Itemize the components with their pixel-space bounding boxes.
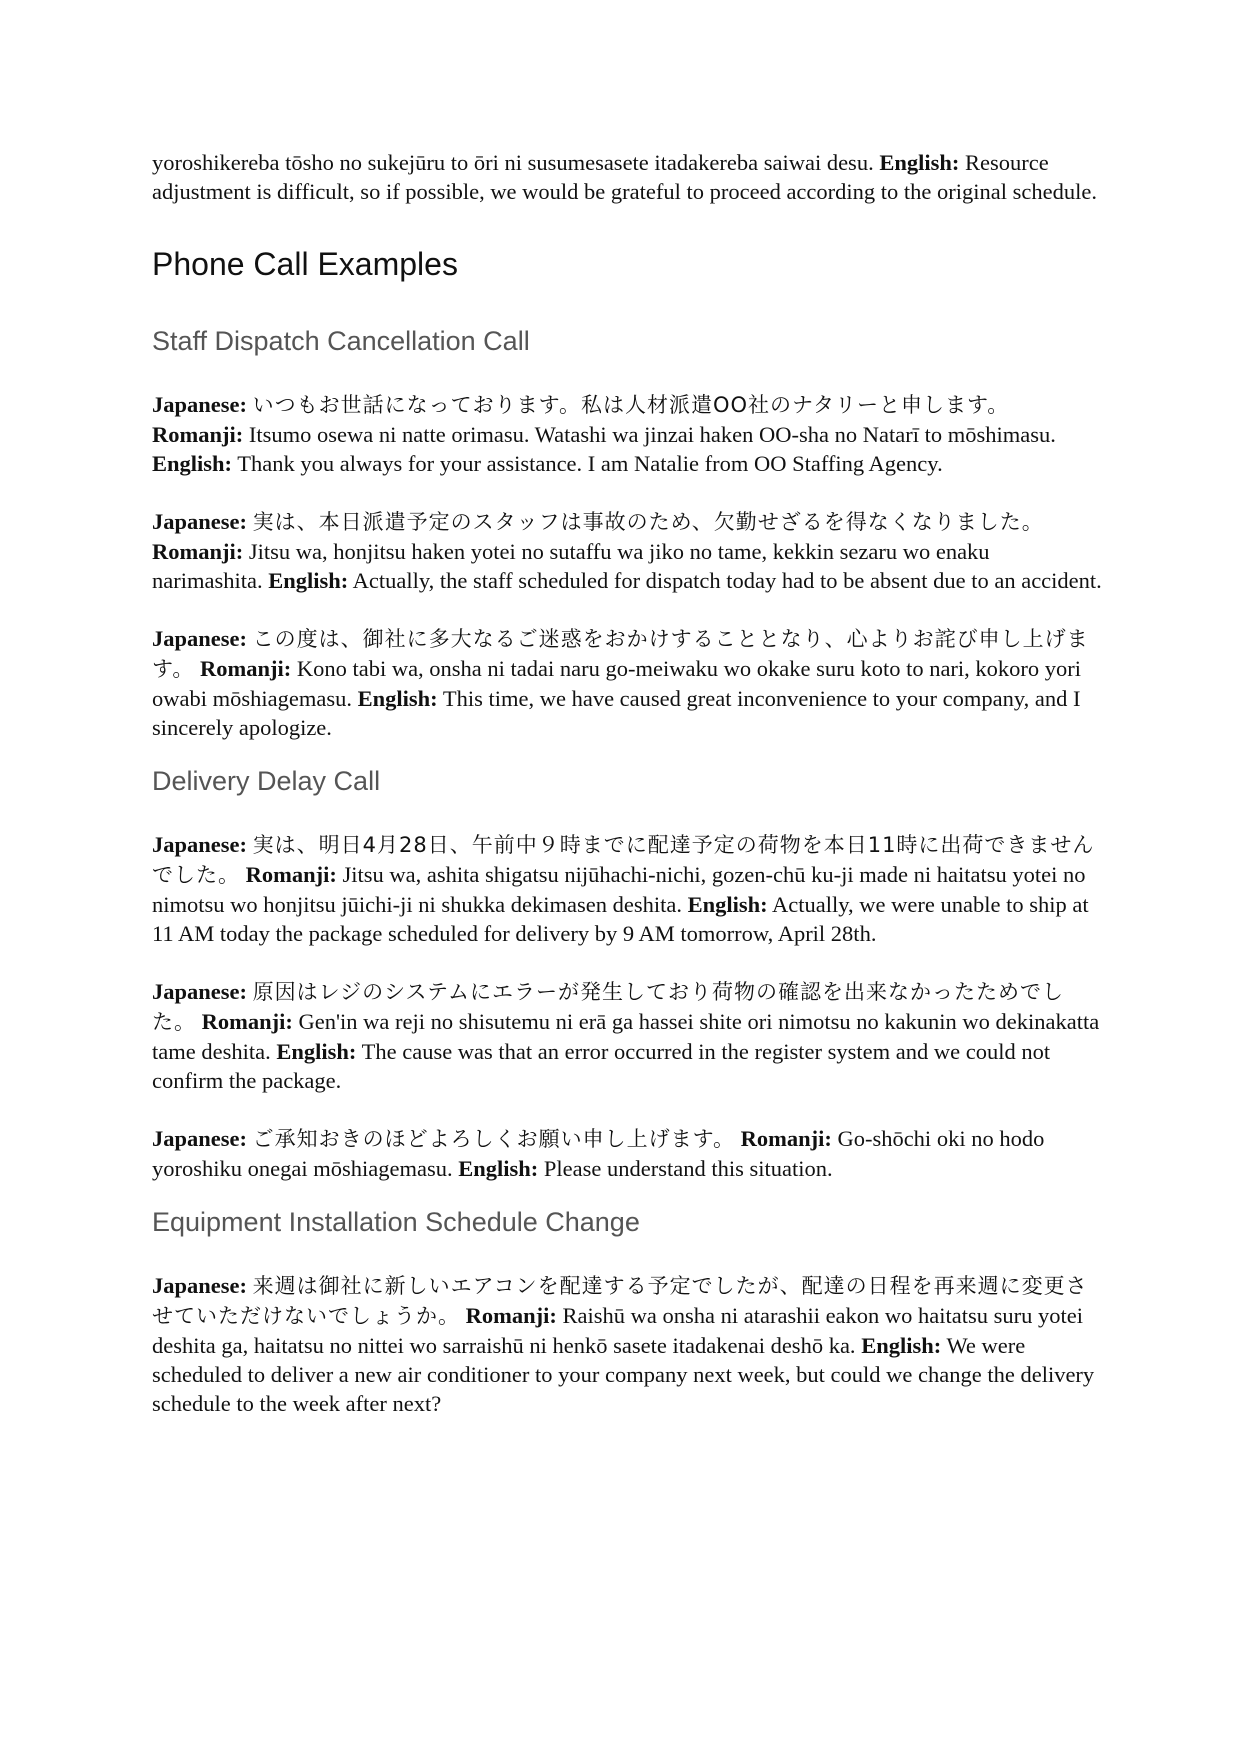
romanji-text: Raishū wa onsha ni atarashii eakon wo haitatsu suru yotei deshita ga, haitatsu no nittei wo sarraishū ni henkō sasete itadakenai deshō ka. (152, 1303, 1084, 1358)
japanese-text: この度は、御社に多大なるご迷惑をおかけすることとなり、心よりお詫び申し上げます。 (152, 627, 1089, 681)
romanji-text: Jitsu wa, ashita shigatsu nijūhachi-nichi, gozen-chū ku-ji made ni haitatsu yotei no nimotsu wo honjitsu jūichi-ji ni shukka dekimasen deshita. (152, 862, 1086, 917)
romanji-text: Itsumo osewa ni natte orimasu. Watashi wa jinzai haken OO-sha no Natarī to mōshimasu. (248, 422, 1056, 447)
english-label: English: (687, 892, 768, 917)
english-text: Actually, the staff scheduled for dispatch today had to be absent due to an accident. (352, 568, 1102, 593)
japanese-label: Japanese: (152, 392, 247, 417)
japanese-label: Japanese: (152, 1273, 247, 1298)
romanji-label: Romanji: (201, 1009, 293, 1034)
phrase-entry (152, 624, 1102, 742)
phrase-entry (152, 390, 1102, 478)
english-text: Thank you always for your assistance. I am Natalie from OO Staffing Agency. (237, 451, 943, 476)
phrase-entry (152, 507, 1102, 595)
japanese-text: 原因はレジのシステムにエラーが発生しており荷物の確認を出来なかったためでした。 (152, 980, 1064, 1034)
intro-english-text: Resource adjustment is difficult, so if possible, we would be grateful to proceed according to the original schedule. (152, 150, 1097, 204)
section-title: Phone Call Examples (152, 246, 458, 282)
phrase-entry (152, 1124, 1102, 1183)
romanji-label: Romanji: (152, 539, 244, 564)
subsection-title-equipment-installation: Equipment Installation Schedule Change (152, 1207, 640, 1237)
japanese-label: Japanese: (152, 832, 247, 857)
english-label: English: (276, 1039, 357, 1064)
japanese-text: 実は、明日4月28日、午前中９時までに配達予定の荷物を本日11時に出荷できませんでした。 (152, 833, 1095, 887)
phrase-entry (152, 830, 1102, 948)
subsection-title-delivery-delay: Delivery Delay Call (152, 766, 381, 796)
japanese-text: ご承知おきのほどよろしくお願い申し上げます。 (252, 1127, 735, 1151)
phrase-entry (152, 1271, 1102, 1418)
intro-paragraph (152, 148, 1102, 206)
romanji-text: Kono tabi wa, onsha ni tadai naru go-meiwaku wo okake suru koto to nari, kokoro yori owabi mōshiagemasu. (152, 656, 1082, 711)
english-label: English: (861, 1333, 942, 1358)
japanese-label: Japanese: (152, 509, 247, 534)
romanji-text: Gen'in wa reji no shisutemu ni erā ga hassei shite ori nimotsu no kakunin wo dekinakatta tame deshita. (152, 1009, 1100, 1064)
intro-romanji-text: yoroshikereba tōsho no sukejūru to ōri ni susumesasete itadakereba saiwai desu. (152, 150, 874, 175)
romanji-label: Romanji: (465, 1303, 557, 1328)
subsection-title-staff-dispatch: Staff Dispatch Cancellation Call (152, 326, 530, 356)
japanese-text: いつもお世話になっております。私は人材派遣OO社のナタリーと申します。 (252, 393, 1010, 417)
japanese-label: Japanese: (152, 979, 247, 1004)
japanese-text: 実は、本日派遣予定のスタッフは事故のため、欠勤せざるを得なくなりました。 (252, 510, 1044, 534)
english-text: Please understand this situation. (543, 1156, 833, 1181)
english-text: Actually, we were unable to ship at 11 AM today the package scheduled for delivery by 9 AM tomorrow, April 28th. (152, 892, 1089, 946)
english-label: English: (268, 568, 349, 593)
phrase-entry (152, 977, 1102, 1095)
japanese-label: Japanese: (152, 626, 247, 651)
english-text: The cause was that an error occurred in the register system and we could not confirm the package. (152, 1039, 1051, 1093)
english-label: English: (152, 451, 233, 476)
english-label: English: (357, 686, 438, 711)
japanese-label: Japanese: (152, 1126, 247, 1151)
japanese-text: 来週は御社に新しいエアコンを配達する予定でしたが、配達の日程を再来週に変更させていただけないでしょうか。 (152, 1274, 1088, 1328)
english-label: English: (879, 150, 960, 175)
romanji-text: Go-shōchi oki no hodo yoroshiku onegai mōshiagemasu. (152, 1126, 1045, 1181)
romanji-label: Romanji: (740, 1126, 832, 1151)
romanji-label: Romanji: (152, 422, 244, 447)
english-text: We were scheduled to deliver a new air conditioner to your company next week, but could we change the delivery schedule to the week after next? (152, 1333, 1095, 1416)
romanji-label: Romanji: (199, 656, 292, 681)
english-label: English: (458, 1156, 539, 1181)
english-text: This time, we have caused great inconvenience to your company, and I sincerely apologize. (152, 686, 1081, 740)
romanji-label: Romanji: (245, 862, 337, 887)
document-page (152, 148, 1102, 1418)
romanji-text: Jitsu wa, honjitsu haken yotei no sutaffu wa jiko no tame, kekkin sezaru wo enaku narimashita. (152, 539, 990, 593)
